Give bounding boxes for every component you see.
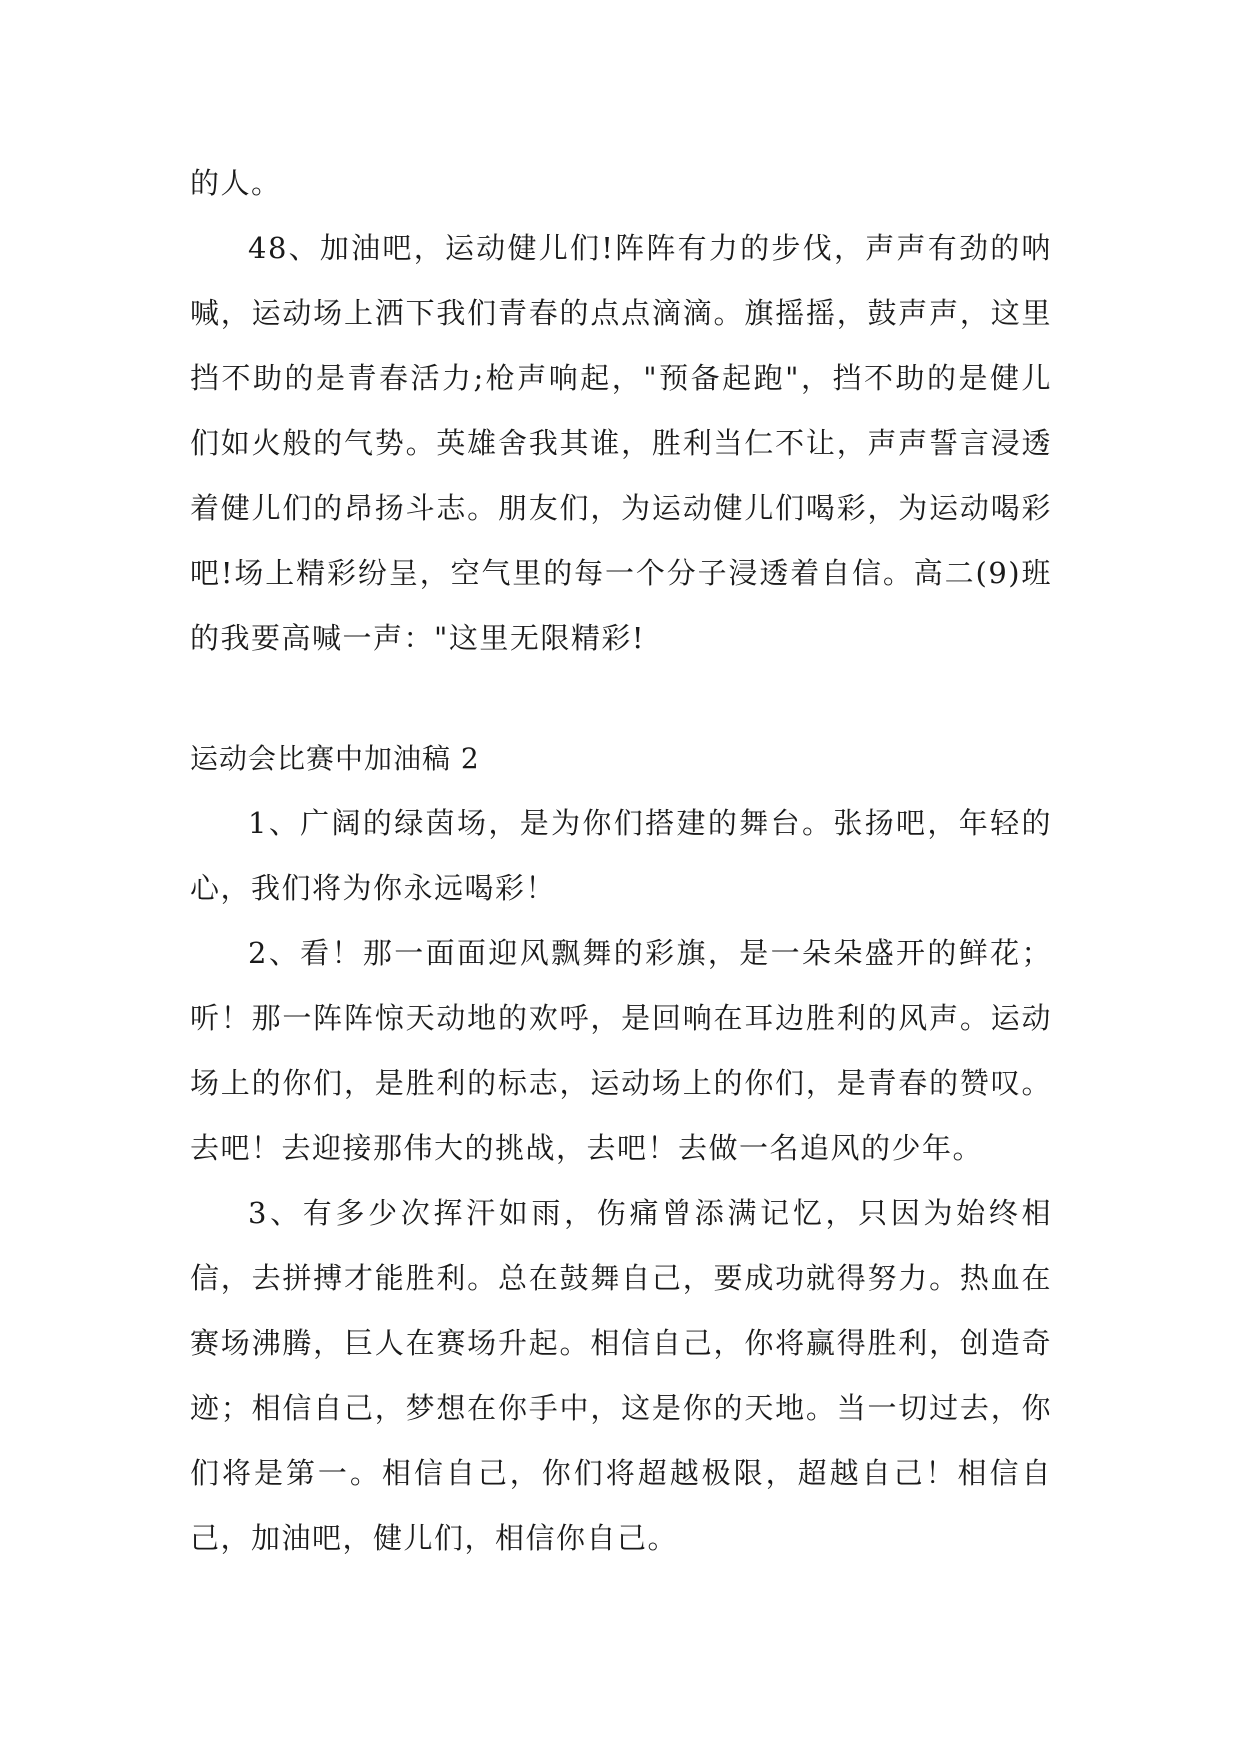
paragraph-3: 3、有多少次挥汗如雨，伤痛曾添满记忆，只因为始终相信，去拼搏才能胜利。总在鼓舞自己，要成功就得努力。热血在赛场沸腾，巨人在赛场升起。相信自己，你将赢得胜利，创造奇迹；相信自己，梦想在你手中，这是你的天地。当一切过去，你们将是第一。相信自己，你们将超越极限，超越自己！相信自己，加油吧，健儿们，相信你自己。	[190, 1196, 1052, 1555]
section-spacer	[190, 671, 1052, 726]
paragraph-2: 2、看！那一面面迎风飘舞的彩旗，是一朵朵盛开的鲜花；听！那一阵阵惊天动地的欢呼，是回响在耳边胜利的风声。运动场上的你们，是胜利的标志，运动场上的你们，是青春的赞叹。去吧！去迎接那伟大的挑战，去吧！去做一名追风的少年。	[190, 936, 1052, 1165]
paragraph-48: 48、加油吧，运动健儿们!阵阵有力的步伐，声声有劲的呐喊，运动场上洒下我们青春的点点滴滴。旗摇摇，鼓声声，这里挡不助的是青春活力;枪声响起，"预备起跑"，挡不助的是健儿们如火般的气势。英雄舍我其谁，胜利当仁不让，声声誓言浸透着健儿们的昂扬斗志。朋友们，为运动健儿们喝彩，为运动喝彩吧!场上精彩纷呈，空气里的每一个分子浸透着自信。高二(9)班的我要高喊一声："这里无限精彩!	[190, 231, 1052, 655]
document-page	[190, 151, 1052, 1571]
paragraph-1: 1、广阔的绿茵场，是为你们搭建的舞台。张扬吧，年轻的心，我们将为你永远喝彩！	[190, 806, 1052, 905]
section-title: 运动会比赛中加油稿 2	[190, 742, 480, 775]
lead-fragment: 的人。	[190, 166, 282, 200]
